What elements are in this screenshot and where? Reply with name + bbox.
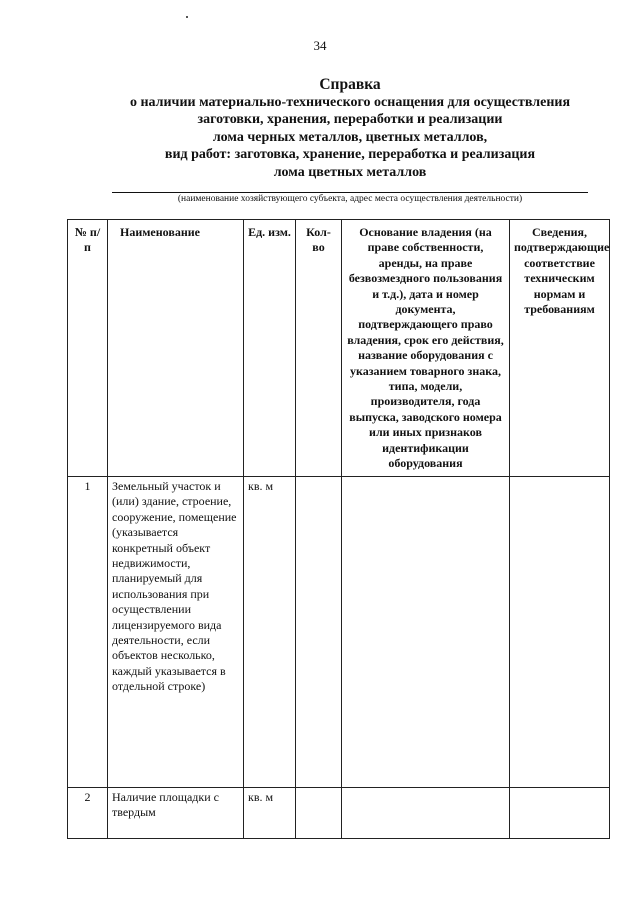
- row-name: Земельный участок и (или) здание, строение, сооружение, помещение (указывается конкретный объект недвижимости, планируемый для использования при осуществлении лицензируемого вида деятельности, если объектов несколько, каждый указывается в отдельной строке): [108, 477, 244, 788]
- header-qty: Кол-во: [296, 220, 342, 477]
- row-name: Наличие площадки с твердым: [108, 788, 244, 839]
- row-unit: кв. м: [244, 477, 296, 788]
- subtitle-line: вид работ: заготовка, хранение, переработка и реализация: [164, 147, 536, 163]
- row-info: [510, 788, 610, 839]
- page-number: 34: [313, 38, 327, 53]
- table-row: [68, 477, 610, 788]
- row-info: [510, 477, 610, 788]
- header-basis: Основание владения (на праве собственности, аренды, на праве безвозмездного пользования и т.д.), дата и номер документа, подтверждающего право владения, срок его действия, название оборудования с указанием товарного знака, типа, модели, производителя, года выпуска, заводского номера или иных признаков идентификации оборудования: [342, 220, 510, 477]
- subtitle-line: заготовки, хранения, переработки и реализации: [197, 112, 503, 128]
- scan-speck: [186, 16, 188, 18]
- row-basis: [342, 477, 510, 788]
- table-header-row: [68, 220, 610, 477]
- subtitle-line: лома черных металлов, цветных металлов,: [212, 129, 488, 145]
- document-heading: [60, 76, 640, 181]
- row-num: 2: [68, 788, 108, 839]
- header-unit: Ед. изм.: [244, 220, 296, 477]
- row-qty: [296, 788, 342, 839]
- subtitle-line: лома цветных металлов: [273, 164, 427, 180]
- subtitle-line: о наличии материально-технического оснащения для осуществления: [129, 95, 571, 110]
- entity-fill-line: [112, 192, 588, 193]
- row-basis: [342, 788, 510, 839]
- row-unit: кв. м: [244, 788, 296, 839]
- table-row: [68, 788, 610, 839]
- document-title: Справка: [319, 76, 381, 93]
- header-info: Сведения, подтверждающие соответствие техническим нормам и требованиям: [510, 220, 610, 477]
- row-qty: [296, 477, 342, 788]
- entity-caption: (наименование хозяйствующего субъекта, адрес места осуществления деятельности): [177, 194, 523, 204]
- header-num: № п/п: [68, 220, 108, 477]
- header-name: Наименование: [108, 220, 244, 477]
- row-num: 1: [68, 477, 108, 788]
- equipment-table: [67, 219, 610, 839]
